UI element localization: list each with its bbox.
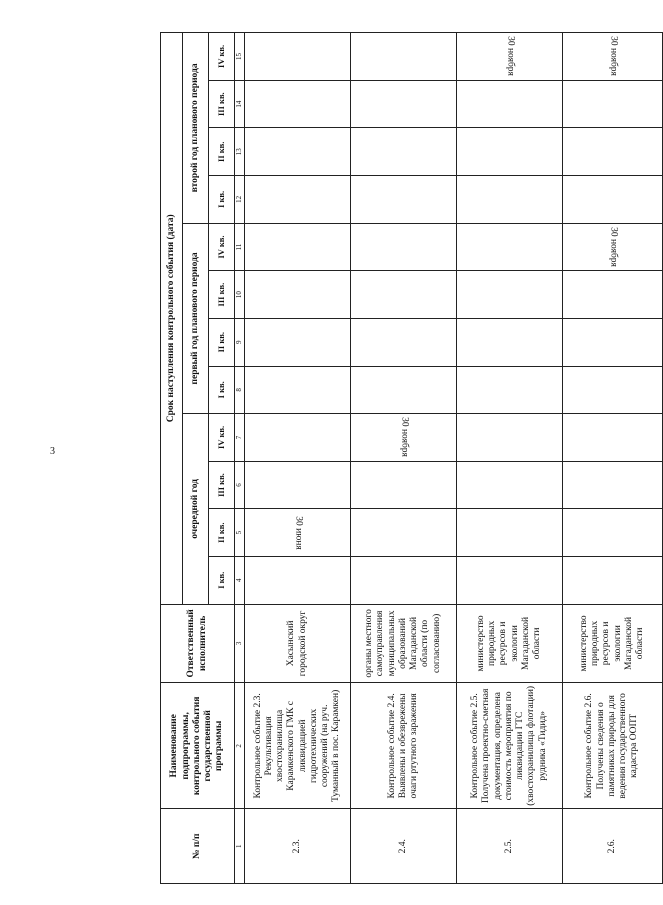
deadline-date: 30 ноября <box>399 417 410 458</box>
deadline-cell <box>245 176 351 224</box>
column-number: 12 <box>235 176 245 224</box>
quarter-header: I кв. <box>209 366 235 414</box>
header-deadline: Срок наступления контрольного события (дата) <box>161 33 183 605</box>
row-number: 2.4. <box>351 809 457 884</box>
deadline-date: 30 ноября <box>608 36 619 77</box>
row-number: 2.6. <box>563 809 663 884</box>
deadline-cell <box>563 414 663 462</box>
deadline-cell <box>245 80 351 128</box>
deadline-cell <box>245 509 351 557</box>
deadline-cell <box>457 366 563 414</box>
quarter-header: IV кв. <box>209 414 235 462</box>
deadline-cell <box>563 128 663 176</box>
deadline-cell <box>457 556 563 604</box>
deadline-cell <box>563 556 663 604</box>
deadline-cell <box>351 33 457 81</box>
event-name: Контрольное событие 2.5. Получена проектно-сметная документация, определена стоимость мероприятия по ликвидации ГТС (хвостохранилища флотации) рудника «Тидид» <box>457 683 563 809</box>
event-name: Контрольное событие 2.3. Рекультивация хвостохранилища Карамкенского ГМК с ликвидацией гидротехнических сооружений (на руч. Туманный в пос. Карамкен) <box>245 683 351 809</box>
column-number: 7 <box>235 414 245 462</box>
deadline-cell <box>351 80 457 128</box>
column-number: 15 <box>235 33 245 81</box>
deadline-cell <box>245 271 351 319</box>
deadline-cell <box>351 509 457 557</box>
deadline-cell <box>245 128 351 176</box>
column-numbers-row <box>235 33 245 884</box>
deadline-cell <box>351 271 457 319</box>
quarter-header: III кв. <box>209 80 235 128</box>
row-number: 2.5. <box>457 809 563 884</box>
table-row-2-6 <box>563 33 663 884</box>
table-row-2-4 <box>351 33 457 884</box>
deadline-cell <box>245 318 351 366</box>
header-year-first: первый год планового периода <box>183 223 209 413</box>
deadline-cell <box>457 271 563 319</box>
quarter-header: II кв. <box>209 128 235 176</box>
deadline-cell <box>351 128 457 176</box>
header-executor: Ответственный исполнитель <box>161 604 235 683</box>
deadline-cell <box>245 33 351 81</box>
deadline-cell <box>245 223 351 271</box>
column-number: 14 <box>235 80 245 128</box>
header-year-current: очередной год <box>183 414 209 604</box>
deadline-cell <box>563 33 663 81</box>
header-no: № п/п <box>161 809 235 884</box>
deadline-cell <box>563 509 663 557</box>
deadline-cell <box>563 318 663 366</box>
deadline-cell <box>457 80 563 128</box>
deadline-date: 30 ноября <box>608 227 619 267</box>
table-row-2-5 <box>457 33 563 884</box>
table-row-2-3 <box>245 33 351 884</box>
quarter-header: IV кв. <box>209 33 235 81</box>
column-number: 1 <box>235 809 245 884</box>
quarter-header: I кв. <box>209 556 235 604</box>
quarter-header: III кв. <box>209 461 235 509</box>
event-name: Контрольное событие 2.4. Выявлены и обезврежены очаги ртутного заражения <box>351 683 457 809</box>
deadline-cell <box>563 461 663 509</box>
deadline-cell <box>351 176 457 224</box>
deadline-cell <box>563 271 663 319</box>
deadline-cell <box>245 366 351 414</box>
column-number: 4 <box>235 556 245 604</box>
deadline-cell <box>351 556 457 604</box>
deadline-cell <box>563 223 663 271</box>
deadline-date: 30 июня <box>293 515 304 550</box>
page-number: 3 <box>50 446 55 457</box>
rotated-table-container <box>160 32 645 884</box>
deadline-cell <box>351 461 457 509</box>
executor: органы местного самоуправления муниципальных образований Магаданской области (по согласованию) <box>351 604 457 683</box>
column-number: 6 <box>235 461 245 509</box>
deadline-cell <box>245 556 351 604</box>
column-number: 9 <box>235 318 245 366</box>
deadline-cell <box>351 223 457 271</box>
quarter-header: II кв. <box>209 318 235 366</box>
control-events-table <box>160 32 663 884</box>
executor: министерство природных ресурсов и экологии Магаданской области <box>563 604 663 683</box>
column-number: 3 <box>235 604 245 683</box>
header-row-1 <box>161 33 183 884</box>
column-number: 13 <box>235 128 245 176</box>
deadline-date: 30 ноября <box>505 36 516 77</box>
row-number: 2.3. <box>245 809 351 884</box>
header-name: Наименование подпрограммы, контрольного события государственной программы <box>161 683 235 809</box>
deadline-cell <box>457 223 563 271</box>
column-number: 11 <box>235 223 245 271</box>
column-number: 5 <box>235 509 245 557</box>
quarter-header: I кв. <box>209 176 235 224</box>
header-year-second: второй год планового периода <box>183 33 209 224</box>
deadline-cell <box>457 33 563 81</box>
column-number: 10 <box>235 271 245 319</box>
deadline-cell <box>245 461 351 509</box>
deadline-cell <box>563 176 663 224</box>
deadline-cell <box>457 128 563 176</box>
event-name: Контрольное событие 2.6. Получены сведения о памятниках природы для ведения государственного кадастра ООПТ <box>563 683 663 809</box>
executor: Хасынский городской округ <box>245 604 351 683</box>
deadline-cell <box>457 176 563 224</box>
deadline-cell <box>351 414 457 462</box>
deadline-cell <box>457 509 563 557</box>
deadline-cell <box>245 414 351 462</box>
deadline-cell <box>563 366 663 414</box>
quarter-header: IV кв. <box>209 223 235 271</box>
quarter-header: II кв. <box>209 509 235 557</box>
deadline-cell <box>351 366 457 414</box>
column-number: 8 <box>235 366 245 414</box>
column-number: 2 <box>235 683 245 809</box>
executor: министерство природных ресурсов и экологии Магаданской области <box>457 604 563 683</box>
quarter-header: III кв. <box>209 271 235 319</box>
deadline-cell <box>457 414 563 462</box>
deadline-cell <box>563 80 663 128</box>
deadline-cell <box>351 318 457 366</box>
deadline-cell <box>457 461 563 509</box>
deadline-cell <box>457 318 563 366</box>
